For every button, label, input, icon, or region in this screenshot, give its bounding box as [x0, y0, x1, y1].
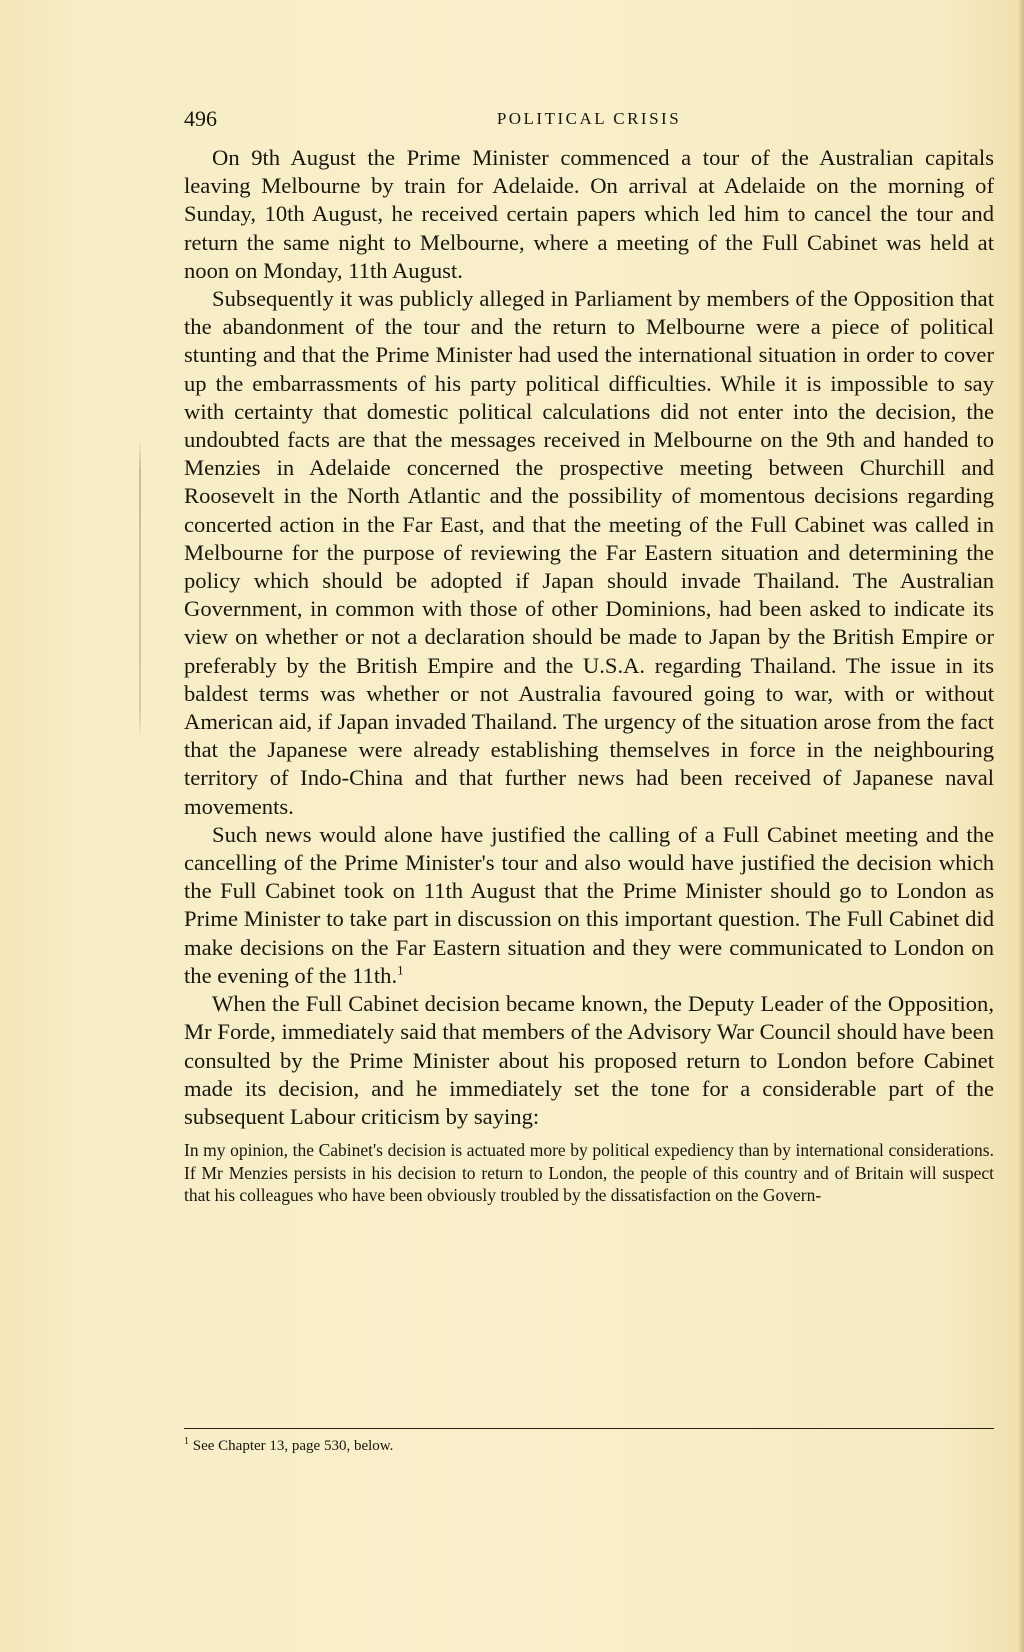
paragraph-4: When the Full Cabinet decision became known, the Deputy Leader of the Opposition, Mr Forde, immediately said that members of the Advisory War Council should have been consulted by the Prime Minister about his proposed return to London before Cabinet made its decision, and he immediately set the tone for a considerable part of the subsequent Labour criticism by saying: — [184, 991, 994, 1129]
footnote-marker: 1 — [184, 1436, 189, 1447]
page-header — [184, 104, 994, 134]
running-title: POLITICAL CRISIS — [496, 109, 682, 128]
page-number: 496 — [184, 106, 217, 131]
footnote-rule — [184, 1428, 994, 1429]
paragraph-1: On 9th August the Prime Minister commenced a tour of the Australian capitals leaving Melbourne by train for Adelaide. On arrival at Adelaide on the morning of Sunday, 10th August, he received certain papers which led him to cancel the tour and return the same night to Melbourne, where a meeting of the Full Cabinet was held at noon on Monday, 11th August. — [184, 145, 994, 283]
footnote — [184, 1436, 393, 1456]
footnote-text: See Chapter 13, page 530, below. — [192, 1438, 394, 1454]
margin-pencil-mark — [139, 440, 141, 740]
body-text — [184, 144, 994, 1207]
paragraph-3 — [184, 821, 994, 990]
paragraph-3-text: Such news would alone have justified the calling of a Full Cabinet meeting and the cancelling of the Prime Minister's tour and also would have justified the decision which the Full Cabinet took on 11th August that the Prime Minister should go to London as Prime Minister to take part in discussion on this important question. The Full Cabinet did make decisions on the Far Eastern situation and they were communicated to London on the evening of the 11th. — [184, 821, 994, 988]
block-quote: In my opinion, the Cabinet's decision is actuated more by political expediency than by international considerations. If Mr Menzies persists in his decision to return to London, the people of this country and of Britain will suspect that his colleagues who have been obviously troubled by the dissatisfaction on the Govern- — [184, 1140, 994, 1206]
page-edge-shadow — [1018, 0, 1024, 1652]
footnote-reference: 1 — [397, 962, 404, 978]
paragraph-2: Subsequently it was publicly alleged in Parliament by members of the Opposition that the abandonment of the tour and the return to Melbourne were a piece of political stunting and that the Prime Minister had used the international situation in order to cover up the embarrassments of his party political difficulties. While it is impossible to say with certainty that domestic political calculations did not enter into the decision, the undoubted facts are that the messages received in Melbourne on the 9th and handed to Menzies in Adelaide concerned the prospective meeting between Churchill and Roosevelt in the North Atlantic and the possibility of momentous decisions regarding concerted action in the Far East, and that the meeting of the Full Cabinet was called in Melbourne for the purpose of reviewing the Far Eastern situation and determining the policy which should be adopted if Japan should invade Thailand. The Australian Government, in common with those of other Dominions, had been asked to indicate its view on whether or not a declaration should be made to Japan by the British Empire or preferably by the British Empire and the U.S.A. regarding Thailand. The issue in its baldest terms was whether or not Australia favoured going to war, with or without American aid, if Japan invaded Thailand. The urgency of the situation arose from the fact that the Japanese were already establishing themselves in force in the neighbouring territory of Indo-China and that further news had been received of Japanese naval movements. — [184, 286, 994, 819]
